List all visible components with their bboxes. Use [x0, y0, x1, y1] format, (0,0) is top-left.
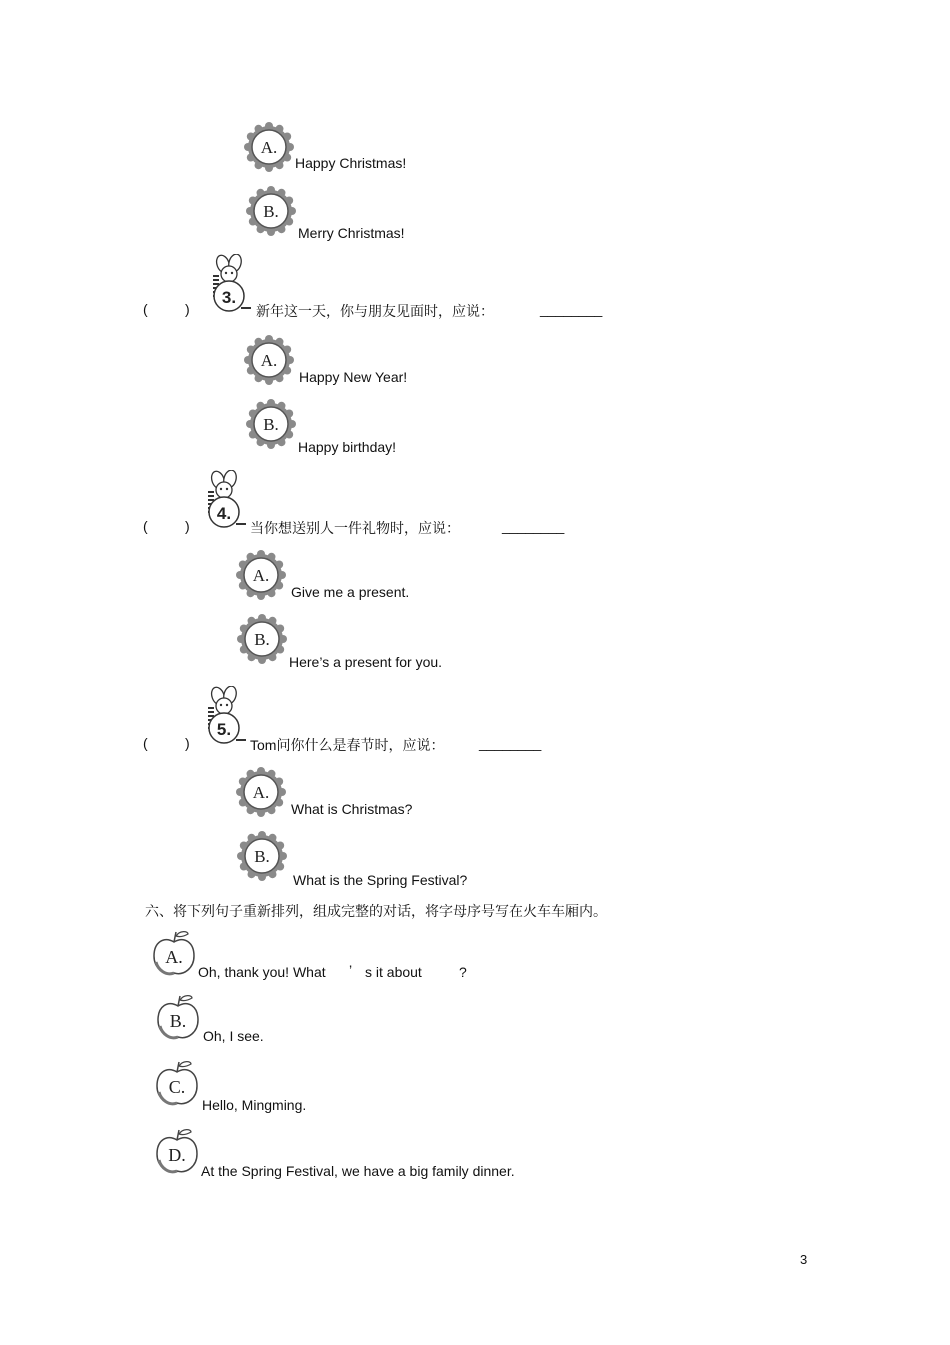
page-number: 3 — [800, 1252, 808, 1267]
q2-option-b-text: Merry Christmas! — [298, 225, 405, 241]
svg-text:A.: A. — [165, 947, 183, 967]
option-b-badge-icon — [237, 831, 287, 881]
q4-paren-close: ) — [185, 518, 190, 534]
svg-text:B.: B. — [169, 1011, 187, 1031]
bunny-number-icon — [205, 254, 255, 316]
svg-text:5.: 5. — [216, 720, 232, 739]
s6-item-a-apostrophe: ’ — [349, 962, 353, 978]
svg-text:3.: 3. — [221, 288, 237, 307]
s6-item-c-text: Hello, Mingming. — [202, 1097, 307, 1113]
svg-text:B.: B. — [263, 202, 279, 221]
q4-option-b-text: Here’s a present for you. — [289, 654, 443, 670]
q4-answer-blank[interactable]: ________ — [502, 518, 565, 534]
apple-letter-icon — [154, 992, 202, 1042]
option-a-badge-icon — [236, 550, 286, 600]
q3-answer-blank[interactable]: ________ — [540, 301, 603, 317]
option-b-badge-icon — [246, 399, 296, 449]
q3-paren-open: ( — [143, 301, 148, 317]
s6-item-a-text-part1: Oh, thank you! What — [198, 964, 326, 980]
svg-text:C.: C. — [168, 1077, 186, 1097]
q3-option-b-text: Happy birthday! — [298, 439, 397, 455]
apple-letter-icon — [153, 1126, 201, 1176]
svg-text:A.: A. — [260, 138, 278, 157]
q4-option-a-text: Give me a present. — [291, 584, 410, 600]
svg-text:A.: A. — [252, 566, 270, 585]
s6-item-a-text-part2: s it about — [365, 964, 422, 980]
q5-answer-blank[interactable]: ________ — [479, 735, 542, 751]
option-b-badge-icon — [237, 614, 287, 664]
option-a-badge-icon — [236, 767, 286, 817]
svg-text:D.: D. — [168, 1145, 186, 1165]
s6-item-d-text: At the Spring Festival, we have a big family dinner. — [201, 1163, 515, 1179]
s6-item-b-text: Oh, I see. — [203, 1028, 264, 1044]
bunny-number-icon — [200, 686, 250, 748]
svg-text:A.: A. — [252, 783, 270, 802]
q3-paren-close: ) — [185, 301, 190, 317]
svg-text:B.: B. — [254, 847, 270, 866]
q5-option-a-text: What is Christmas? — [291, 801, 413, 817]
q5-option-b-text: What is the Spring Festival? — [293, 872, 468, 888]
section6-heading: 六、将下列句子重新排列，组成完整的对话，将字母序号写在火车车厢内。 — [145, 903, 607, 919]
option-a-badge-icon — [244, 122, 294, 172]
svg-text:4.: 4. — [216, 504, 232, 523]
svg-text:B.: B. — [263, 415, 279, 434]
q4-paren-open: ( — [143, 518, 148, 534]
q5-paren-open: ( — [143, 735, 148, 751]
option-a-badge-icon — [244, 335, 294, 385]
q3-option-a-text: Happy New Year! — [299, 369, 408, 385]
option-b-badge-icon — [246, 186, 296, 236]
q2-option-a-text: Happy Christmas! — [295, 155, 407, 171]
apple-letter-icon — [153, 1058, 201, 1108]
q5-paren-close: ) — [185, 735, 190, 751]
s6-item-a-question: ? — [459, 964, 467, 980]
svg-text:B.: B. — [254, 630, 270, 649]
apple-letter-icon — [150, 928, 198, 978]
bunny-number-icon — [200, 470, 250, 532]
q3-prompt: 新年这一天，你与朋友见面时，应说： — [256, 303, 494, 319]
q5-prompt: Tom问你什么是春节时，应说： — [250, 737, 445, 753]
svg-text:A.: A. — [260, 351, 278, 370]
q4-prompt: 当你想送别人一件礼物时，应说： — [250, 520, 460, 536]
